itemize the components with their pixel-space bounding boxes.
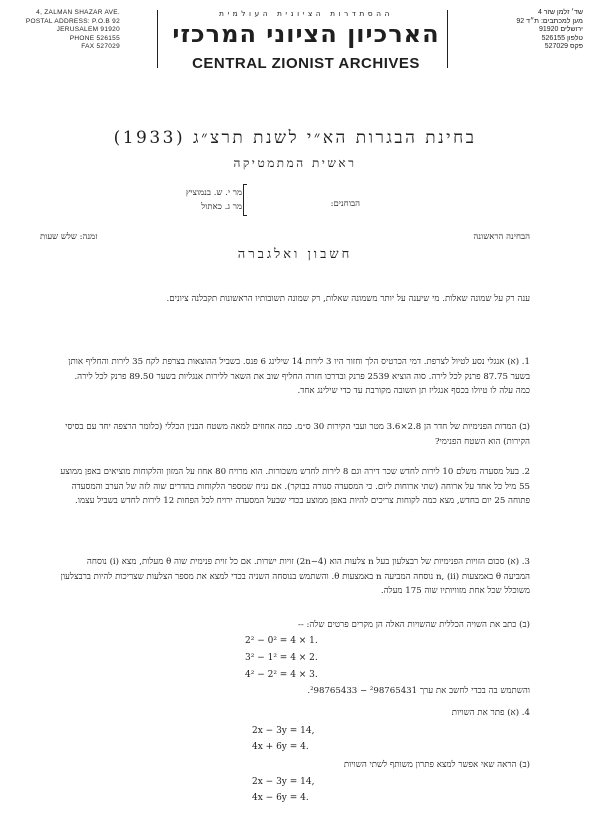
first-exam-label: הבחינה הראשונה [473,232,530,242]
equation: 4x + 6y = 4. [252,742,309,752]
address-line: פקס 527029 [544,43,583,51]
examiners-label: הבוחנים: [330,199,360,209]
address-line: טלפון 526155 [541,34,583,42]
address-line: POSTAL ADDRESS: P.O.B 92 [25,17,120,25]
org-name-en: CENTRAL ZIONIST ARCHIVES [192,55,420,72]
equation: 4² − 2² = 4 × 3. [245,670,318,680]
address-line: FAX 527029 [81,43,120,51]
question-3b: (ב) כתב את השויה הכללית שהשויות האלה הן מקרים פרטים שלה: -- [298,620,530,630]
address-line: 4, ZALMAN SHAZAR AVE. [36,9,120,16]
exam-time: זמנה: שלש שעות [40,232,98,242]
equation: 2x − 3y = 14, [252,777,315,787]
equations-3b [245,633,318,684]
equation: 2x − 3y = 14, [252,726,315,736]
question-3b-tail: והשתמש בה בכדי לחשב את ערך ²98765431 − ²98765433. [307,686,530,696]
examiners-list [180,186,242,214]
examiner: מר י. ש. בנמוציץ [185,188,242,198]
equation: 3² − 1² = 4 × 2. [245,653,318,663]
letterhead-address-he [453,9,583,52]
divider-line [157,10,158,68]
address-line: ירושלים 91920 [538,26,583,34]
question-1a: 1. (א) אנגלי נסע לטיול לצרפת. דמי הכרטיס הלך וחזור היו 3 לירות 14 שילינג 6 פנס. בשביל ההוצאות בצרפת לקח 35 לירות והחליף אותן בשער 87.75 פרנק לכל לירה. סוה הוציא 2539 פרנק ובדרכו חזרה החליף שוב את השאר ללירות אנגליות בשער 89.50 פרנק לכל לירה. כמה עלה לו טיולו בכסף אנגליז תן תשובה מקורבת עד כדי שילינג אחד. [68,357,530,396]
address-line: PHONE 526155 [69,34,120,42]
org-line-he: ההסתדרות הציונית העולמית [219,9,393,18]
org-name-he: הארכיון הציוני המרכזי [172,20,440,48]
exam-title: בחינת הבגרות הא״י לשנת תרצ״ג (1933) [113,128,477,148]
question-3a: 3. (א) סכום הזויות הפנימיות של רבצלעון בעל n צלעות הוא (2n−4) זויות ישרות. אם כל זוית פנימית שוה θ מעלות, מצא (i) נוסחה המביעה θ באמצעות n, (ii) נוסחה המביעה n באמצעות θ. והשתמש בנוסחה השניה בכדי למצא את מספר הצלעות שצריכות להיות ברבצלעון משוכלל שכל אחת מזוויותיו שוה 175 מעלה. [60,557,530,596]
question-4a: 4. (א) פתר את השויות [451,708,530,718]
address-line: שד׳ זלמן שזר 4 [538,9,583,16]
question-4b: (ב) הראה שאי אפשר למצא פתרון משותף לשתי השויות [343,760,530,770]
exam-subtitle: ראשית המתמטיקה [233,156,357,170]
equation: 4x − 6y = 4. [252,793,309,803]
address-line: JERUSALEM 91920 [56,26,120,34]
letterhead-address-en [5,9,120,52]
instructions: ענה רק על שמונה שאלות. מי שיענה על יותר משמונה שאלות, רק שמונה תשובותיו הראשונות תקבלנה ציונים. [166,294,530,304]
equation: 2² − 0² = 4 × 1. [245,636,318,646]
examiners-brace [243,184,247,216]
equations-4a [252,723,314,755]
equations-4b [252,774,314,806]
section-title: חשבון ואלגברה [237,247,353,262]
question-2: 2. בעל מסעדה משלם 10 לירות לחדש שכר דירה וגם 8 לירות לחדש משכורות. הוא מרויח 80 אחוז על המזון והלקוחות מוציאים באפן ממוצע 55 מיל כל אחד על ארוחה (שתי ארוחות ליום. כי המסעדה סגורה בבוקר). אם נניח שמספר הלקוחות בהדרים שוה לזה של הערב והמסעדה פתוחה 25 יום בחדש, מצא כמה לקוחות צריכים להיות באפן ממוצע בכדי שבעל המסעדה ירויח לכל הפחות 12 לירות לחדש בשביל עצמו. [60,467,530,506]
divider-line [447,10,448,68]
question-1b: (ב) המדות הפנימיות של חדר הן 2.8×3.6 מטר ועבי הקירות 30 ס״מ. כמה אחוזים למאה משטח הבנין הכללי (כלומר הרצפה יחד עם בסיסי הקירות) הוא השטח הפנימי? [65,422,530,447]
examiner: מר ג. כאתול [201,202,242,212]
address-line: מען למכתבים: ת״ד 92 [516,17,583,25]
